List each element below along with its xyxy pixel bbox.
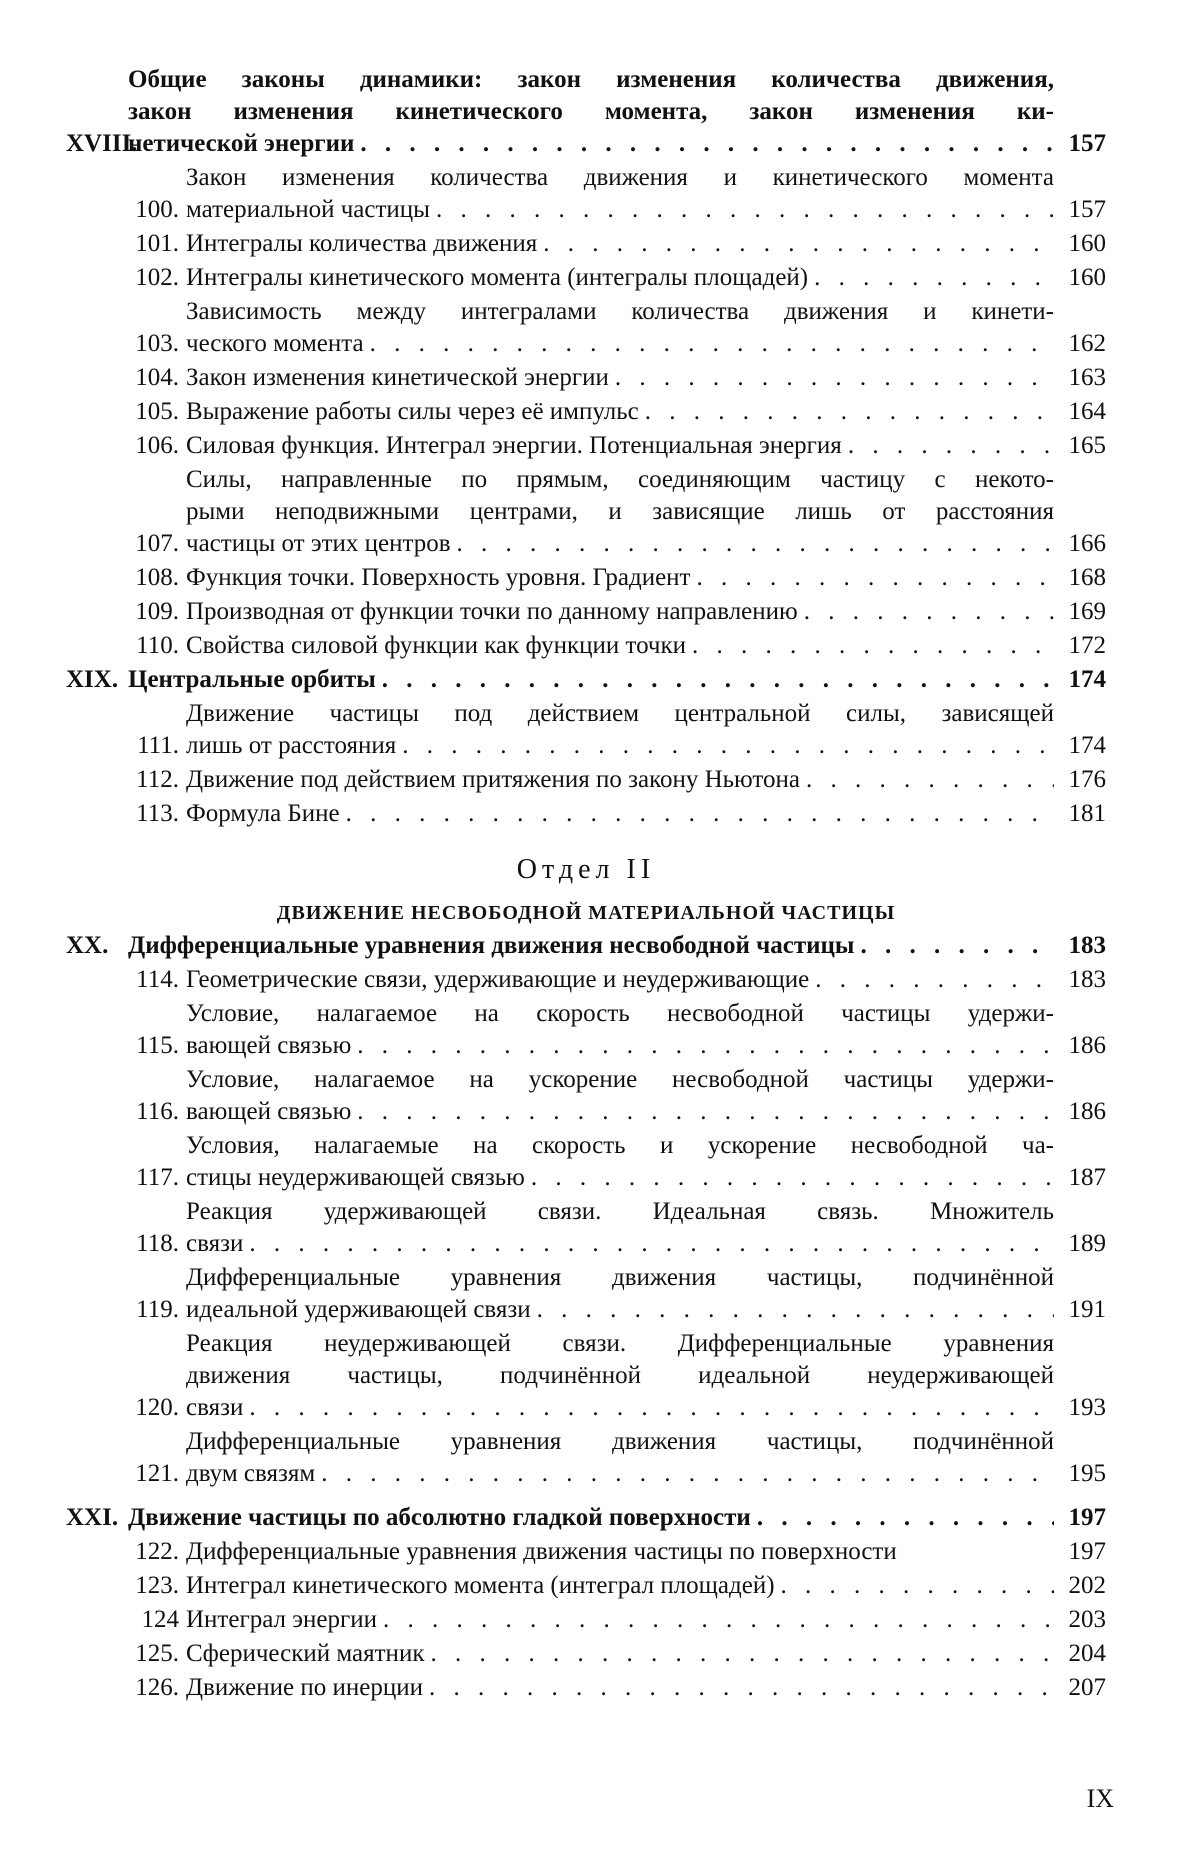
part-subtitle: ДВИЖЕНИЕ НЕСВОБОДНОЙ МАТЕРИАЛЬНОЙ ЧАСТИЦЫ [276, 902, 896, 924]
entry-title [186, 296, 1054, 360]
title-line-last [128, 664, 1054, 696]
section-entry[interactable] [66, 1328, 1106, 1424]
section-number: 114. [136, 966, 179, 993]
title-line: Условие, налагаемое на скорость несвободной частицы удержи- [186, 1000, 1054, 1027]
entry-title [186, 1638, 1054, 1670]
page-ref: 160 [1068, 264, 1106, 291]
table-of-contents [66, 62, 1106, 1842]
title-line: Зависимость между интегралами количества движения и кинети- [186, 298, 1054, 325]
title-line-last [186, 1030, 1054, 1062]
entry-title [186, 1604, 1054, 1636]
section-entry[interactable] [66, 630, 1106, 662]
section-entry[interactable] [66, 1536, 1106, 1568]
chapter-entry[interactable] [66, 930, 1106, 962]
title-line-last [186, 1162, 1054, 1194]
dot-leader [243, 1228, 1054, 1260]
page-ref: 183 [1068, 932, 1106, 959]
section-entry[interactable] [66, 596, 1106, 628]
section-number: 117. [136, 1164, 179, 1191]
title-text: Движение по инерции [186, 1674, 423, 1701]
title-line-last [186, 194, 1054, 226]
page-ref: 207 [1068, 1674, 1106, 1701]
section-entry[interactable] [66, 362, 1106, 394]
title-line-last [186, 964, 1054, 996]
dot-leader [364, 328, 1054, 360]
section-entry[interactable] [66, 964, 1106, 996]
section-entry[interactable] [66, 1262, 1106, 1326]
dot-leader [531, 1294, 1054, 1326]
entry-title [186, 998, 1054, 1062]
title-line: рыми неподвижными центрами, и зависящие лишь от расстояния [186, 498, 1054, 525]
section-number: 118. [136, 1230, 179, 1257]
title-text: идеальной удерживающей связи [186, 1296, 531, 1323]
title-line-last [186, 764, 1054, 796]
dot-leader [842, 430, 1054, 462]
title-text: Дифференциальные уравнения движения частицы по поверхности [186, 1538, 897, 1565]
dot-leader [686, 630, 1054, 662]
title-line-last [186, 1294, 1054, 1326]
page-ref: 169 [1068, 598, 1106, 625]
page-ref: 195 [1068, 1460, 1106, 1487]
title-text: Формула Бине [186, 800, 340, 827]
title-line-last [186, 1604, 1054, 1636]
chapter-entry[interactable] [66, 664, 1106, 696]
dot-leader [396, 730, 1054, 762]
dot-leader [351, 1030, 1054, 1062]
entry-title [186, 396, 1054, 428]
title-line-last [186, 798, 1054, 830]
title-line: Общие законы динамики: закон изменения количества движения, [128, 66, 1054, 93]
title-line-last [128, 930, 1054, 962]
page-ref: 164 [1068, 398, 1106, 425]
entry-title [186, 1672, 1054, 1704]
section-number: 110. [136, 632, 179, 659]
title-line-last [186, 430, 1054, 462]
page-ref: 174 [1068, 666, 1106, 693]
entry-title [186, 1196, 1054, 1260]
entry-title [186, 1536, 1054, 1568]
section-number: 123. [135, 1572, 179, 1599]
section-number: 107. [135, 530, 179, 557]
dot-leader [690, 562, 1054, 594]
entry-title [186, 764, 1054, 796]
title-line-last [186, 730, 1054, 762]
title-text: двум связям [186, 1460, 316, 1487]
entry-title [186, 1064, 1054, 1128]
section-number: 124 [141, 1606, 179, 1633]
entry-title [186, 430, 1054, 462]
page-ref: 176 [1068, 766, 1106, 793]
page-ref: 165 [1068, 432, 1106, 459]
title-line-last [186, 262, 1054, 294]
dot-leader [243, 1392, 1054, 1424]
section-entry[interactable] [66, 262, 1106, 294]
title-line-last [186, 328, 1054, 360]
section-entry[interactable] [66, 162, 1106, 226]
section-number: 122. [135, 1538, 179, 1565]
title-text: Интегралы количества движения [186, 230, 538, 257]
title-line-last [128, 1502, 1054, 1534]
dot-leader [798, 596, 1054, 628]
title-text: ческого момента [186, 330, 364, 357]
entry-title [186, 1426, 1054, 1490]
title-line-last [186, 1392, 1054, 1424]
title-text: Свойства силовой функции как функции точки [186, 632, 687, 659]
dot-leader [609, 362, 1054, 394]
entry-title [186, 562, 1054, 594]
dot-leader [525, 1162, 1054, 1194]
page-ref: 160 [1068, 230, 1106, 257]
section-entry[interactable] [66, 1426, 1106, 1490]
page-ref: 157 [1068, 130, 1106, 157]
section-number: 109. [135, 598, 179, 625]
entry-title [186, 1328, 1054, 1424]
dot-leader [376, 664, 1054, 696]
title-text: частицы от этих центров [186, 530, 451, 557]
entry-title [186, 162, 1054, 226]
dot-leader [639, 396, 1054, 428]
dot-leader [315, 1458, 1054, 1490]
section-number: 120. [135, 1394, 179, 1421]
section-number: 111. [137, 732, 179, 759]
title-line-last [186, 1672, 1054, 1704]
section-entry[interactable] [66, 1570, 1106, 1602]
section-entry[interactable] [66, 998, 1106, 1062]
section-number: 100. [135, 196, 179, 223]
page-ref: 183 [1068, 966, 1106, 993]
dot-leader [775, 1570, 1054, 1602]
title-text: Силовая функция. Интеграл энергии. Потенциальная энергия [186, 432, 842, 459]
title-text: Движение частицы по абсолютно гладкой поверхности [128, 1504, 751, 1531]
section-number: 105. [135, 398, 179, 425]
title-line: Дифференциальные уравнения движения частицы, подчинённой [186, 1428, 1054, 1455]
section-number: 103. [135, 330, 179, 357]
section-entry[interactable] [66, 1672, 1106, 1704]
page-ref: 162 [1068, 330, 1106, 357]
title-text: Движение под действием притяжения по закону Ньютона [186, 766, 800, 793]
entry-title [186, 1262, 1054, 1326]
entry-title [128, 64, 1054, 160]
section-number: 113. [136, 800, 179, 827]
section-number: 115. [136, 1032, 179, 1059]
title-line-last [186, 1638, 1054, 1670]
chapter-number: XXI. [66, 1504, 119, 1531]
section-entry[interactable] [66, 396, 1106, 428]
dot-leader [451, 528, 1054, 560]
entry-title [186, 798, 1054, 830]
chapter-entry[interactable] [66, 64, 1106, 160]
dot-leader [377, 1604, 1054, 1636]
part-heading: Отдел II [516, 854, 656, 885]
entry-title [186, 596, 1054, 628]
title-line: движения частицы, подчинённой идеальной неудерживающей [186, 1362, 1054, 1389]
chapter-entry[interactable] [66, 1502, 1106, 1534]
page-ref: 189 [1068, 1230, 1106, 1257]
section-entry[interactable] [66, 798, 1106, 830]
dot-leader [430, 194, 1054, 226]
title-text: Производная от функции точки по данному направлению [186, 598, 798, 625]
title-text: связи [186, 1230, 244, 1257]
page-ref: 186 [1068, 1032, 1106, 1059]
dot-leader [340, 798, 1054, 830]
section-number: 104. [135, 364, 179, 391]
section-entry[interactable] [66, 698, 1106, 762]
title-line: Реакция неудерживающей связи. Дифференциальные уравнения [186, 1330, 1054, 1357]
entry-title [186, 1570, 1054, 1602]
section-number: 106. [135, 432, 179, 459]
section-entry[interactable] [66, 1604, 1106, 1636]
dot-leader [351, 1096, 1054, 1128]
entry-title [186, 362, 1054, 394]
page-ref: 197 [1068, 1538, 1106, 1565]
title-text: вающей связью [186, 1098, 352, 1125]
title-line-last [186, 1096, 1054, 1128]
chapter-number: XVIII. [66, 130, 138, 157]
entry-title [186, 1130, 1054, 1194]
page-ref: 197 [1068, 1504, 1106, 1531]
title-line-last [186, 228, 1054, 260]
section-entry[interactable] [66, 1196, 1106, 1260]
title-line-last [186, 1570, 1054, 1602]
section-number: 119. [136, 1296, 179, 1323]
title-line: Движение частицы под действием центральной силы, зависящей [186, 700, 1054, 727]
section-entry[interactable] [66, 228, 1106, 260]
section-number: 101. [135, 230, 179, 257]
entry-title [186, 698, 1054, 762]
dot-leader [854, 930, 1054, 962]
chapter-number: XIX. [66, 666, 119, 693]
section-entry[interactable] [66, 464, 1106, 560]
entry-title [186, 964, 1054, 996]
title-text: Геометрические связи, удерживающие и неудерживающие [186, 966, 810, 993]
section-number: 125. [135, 1640, 179, 1667]
chapter-number: XX. [66, 932, 109, 959]
entry-title [128, 930, 1054, 962]
title-line-last [128, 128, 1054, 160]
dot-leader [809, 964, 1054, 996]
title-line-last [186, 1536, 1054, 1568]
page-ref: 191 [1068, 1296, 1106, 1323]
section-entry[interactable] [66, 1130, 1106, 1194]
page-number: IX [1086, 1784, 1114, 1813]
entry-title [128, 1502, 1054, 1534]
title-text: Интеграл кинетического момента (интеграл площадей) [186, 1572, 775, 1599]
title-line-last [186, 562, 1054, 594]
entry-title [128, 664, 1054, 696]
page-ref: 186 [1068, 1098, 1106, 1125]
dot-leader [800, 764, 1054, 796]
page-ref: 157 [1068, 196, 1106, 223]
spacer [66, 1490, 1106, 1500]
title-line-last [186, 596, 1054, 628]
page-ref: 204 [1068, 1640, 1106, 1667]
page-ref: 202 [1068, 1572, 1106, 1599]
page-ref: 168 [1068, 564, 1106, 591]
section-entry[interactable] [66, 1064, 1106, 1128]
section-entry[interactable] [66, 430, 1106, 462]
title-line: Условия, налагаемые на скорость и ускорение несвободной ча- [186, 1132, 1054, 1159]
section-number: 116. [136, 1098, 179, 1125]
title-text: нетической энергии [128, 130, 355, 157]
section-entry[interactable] [66, 562, 1106, 594]
dot-leader [354, 128, 1054, 160]
page-ref: 187 [1068, 1164, 1106, 1191]
section-entry[interactable] [66, 764, 1106, 796]
dot-leader [537, 228, 1054, 260]
title-text: Сферический маятник [186, 1640, 425, 1667]
title-line: закон изменения кинетического момента, закон изменения ки- [128, 98, 1054, 125]
title-text: вающей связью [186, 1032, 352, 1059]
dot-leader [423, 1672, 1054, 1704]
title-line-last [186, 362, 1054, 394]
page-ref: 172 [1068, 632, 1106, 659]
title-line-last [186, 528, 1054, 560]
section-number: 126. [135, 1674, 179, 1701]
title-line-last [186, 1458, 1054, 1490]
title-line: Условие, налагаемое на ускорение несвободной частицы удержи- [186, 1066, 1054, 1093]
entry-title [186, 262, 1054, 294]
title-text: Интеграл энергии [186, 1606, 377, 1633]
dot-leader [808, 262, 1054, 294]
page-ref: 193 [1068, 1394, 1106, 1421]
section-number: 112. [136, 766, 179, 793]
section-entry[interactable] [66, 1638, 1106, 1670]
title-text: лишь от расстояния [186, 732, 397, 759]
title-text: Центральные орбиты [128, 666, 376, 693]
title-text: Закон изменения кинетической энергии [186, 364, 609, 391]
title-text: связи [186, 1394, 244, 1421]
title-line-last [186, 396, 1054, 428]
page-ref: 203 [1068, 1606, 1106, 1633]
section-number: 121. [135, 1460, 179, 1487]
dot-leader [751, 1502, 1054, 1534]
page-ref: 163 [1068, 364, 1106, 391]
title-text: Интегралы кинетического момента (интегралы площадей) [186, 264, 809, 291]
page-ref: 181 [1068, 800, 1106, 827]
section-number: 108. [135, 564, 179, 591]
page-ref: 174 [1068, 732, 1106, 759]
title-text: Функция точки. Поверхность уровня. Градиент [186, 564, 691, 591]
title-line-last [186, 1228, 1054, 1260]
title-text: Выражение работы силы через её импульс [186, 398, 639, 425]
page-ref: 166 [1068, 530, 1106, 557]
title-line: Закон изменения количества движения и кинетического момента [186, 164, 1054, 191]
dot-leader [424, 1638, 1054, 1670]
title-text: материальной частицы [186, 196, 430, 223]
title-line: Силы, направленные по прямым, соединяющим частицу с некото- [186, 466, 1054, 493]
entry-title [186, 228, 1054, 260]
title-line: Дифференциальные уравнения движения частицы, подчинённой [186, 1264, 1054, 1291]
entry-title [186, 630, 1054, 662]
entry-title [186, 464, 1054, 560]
title-line: Реакция удерживающей связи. Идеальная связь. Множитель [186, 1198, 1054, 1225]
section-entry[interactable] [66, 296, 1106, 360]
title-line-last [186, 630, 1054, 662]
section-number: 102. [135, 264, 179, 291]
title-text: Дифференциальные уравнения движения несвободной частицы [128, 932, 855, 959]
title-text: стицы неудерживающей связью [186, 1164, 525, 1191]
